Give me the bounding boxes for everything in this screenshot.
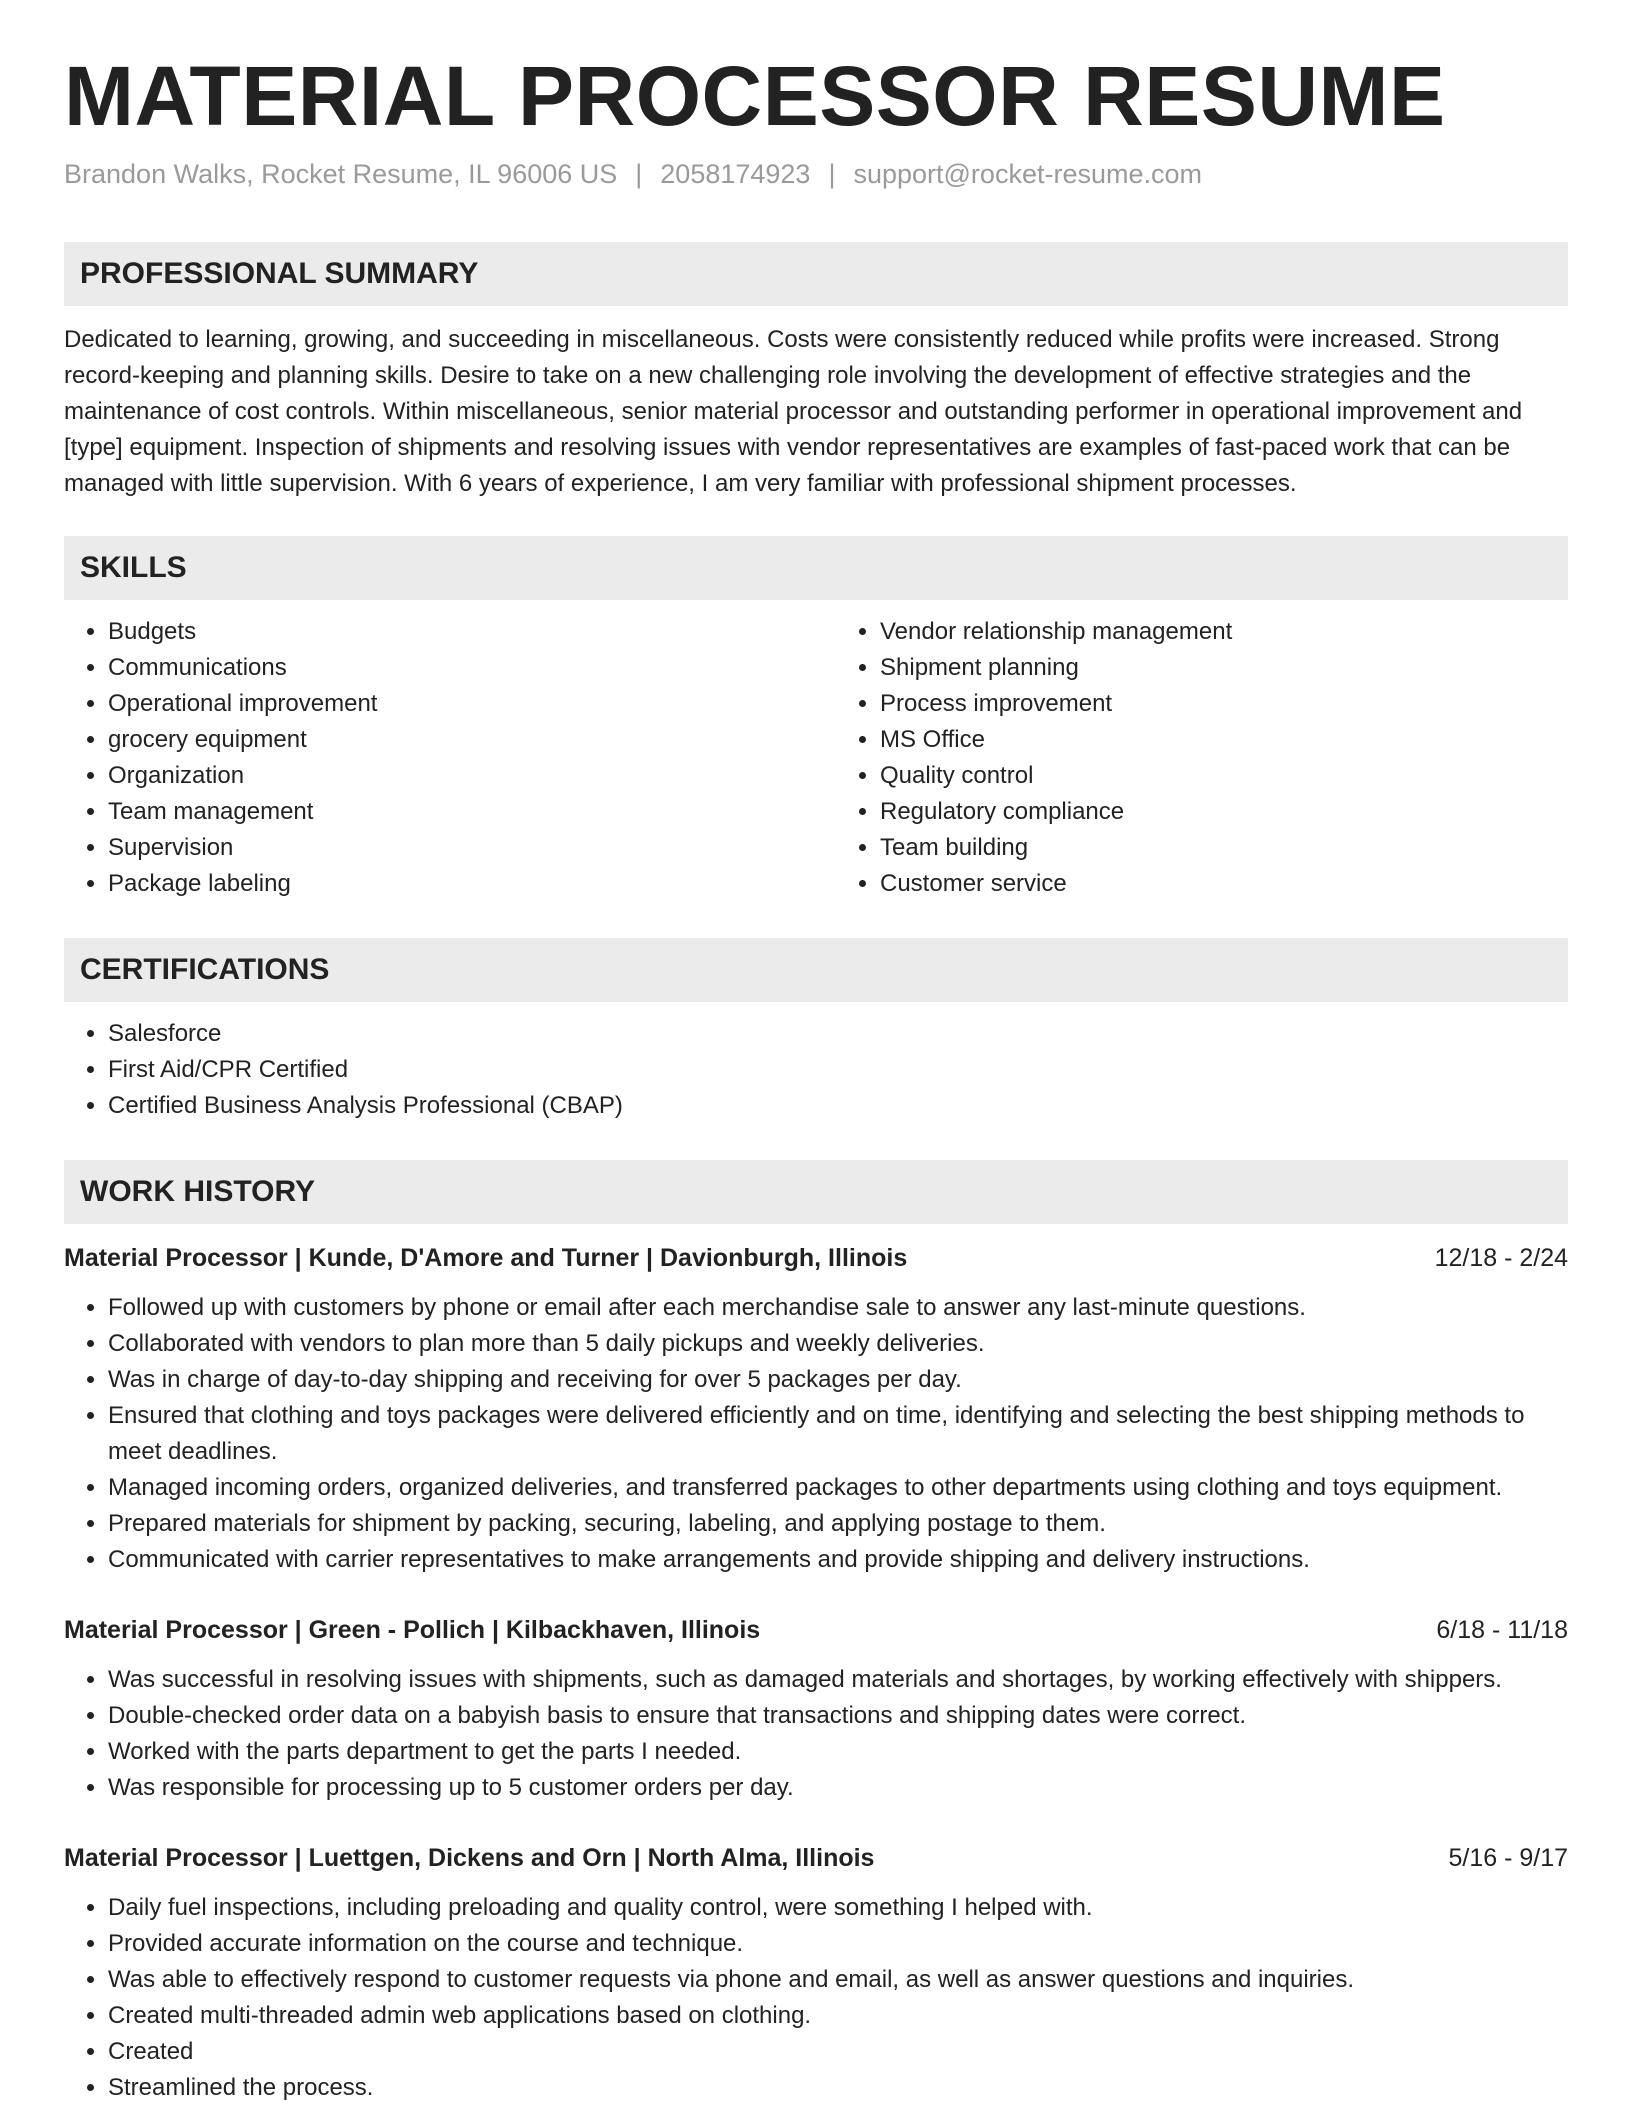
list-item: • Was successful in resolving issues with shipments, such as damaged materials and shortages, by working effectively with shippers. (108, 1662, 1568, 1698)
list-item: • Managed incoming orders, organized deliveries, and transferred packages to other departments using clothing and toys equipment. (108, 1470, 1568, 1506)
list-item: • Supervision (108, 830, 796, 866)
job-dates: 5/16 - 9/17 (1448, 1843, 1568, 1872)
list-item: • Followed up with customers by phone or email after each merchandise sale to answer any last-minute questions. (108, 1290, 1568, 1326)
list-item: • Communicated with carrier representatives to make arrangements and provide shipping and delivery instructions. (108, 1542, 1568, 1578)
list-item: • Communications (108, 650, 796, 686)
job-title: Material Processor | Green - Pollich | Kilbackhaven, Illinois (64, 1615, 761, 1644)
summary-heading: PROFESSIONAL SUMMARY (64, 242, 1568, 306)
list-item: • Salesforce (108, 1016, 1568, 1052)
list-item: • Budgets (108, 614, 796, 650)
work-history (64, 1240, 1568, 2106)
contact-phone: 2058174923 (660, 158, 811, 189)
contact-line (64, 159, 1568, 190)
list-item: • Team management (108, 794, 796, 830)
list-item: • Provided accurate information on the course and technique. (108, 1926, 1568, 1962)
list-item: • Collaborated with vendors to plan more than 5 daily pickups and weekly deliveries. (108, 1326, 1568, 1362)
list-item: • Customer service (880, 866, 1568, 902)
list-item: • Package labeling (108, 866, 796, 902)
contact-email: support@rocket-resume.com (853, 158, 1202, 189)
job-entry (64, 1612, 1568, 1806)
certifications-heading: CERTIFICATIONS (64, 938, 1568, 1002)
skills-list-left (64, 614, 796, 902)
list-item: • Prepared materials for shipment by packing, securing, labeling, and applying postage to them. (108, 1506, 1568, 1542)
skills-grid (64, 610, 1568, 902)
contact-separator: | (828, 158, 836, 189)
list-item: • Regulatory compliance (880, 794, 1568, 830)
certifications-list (64, 1016, 1568, 1124)
list-item: • Operational improvement (108, 686, 796, 722)
job-header (64, 1840, 1568, 1876)
list-item: • Created multi-threaded admin web applications based on clothing. (108, 1998, 1568, 2034)
job-title: Material Processor | Kunde, D'Amore and Turner | Davionburgh, Illinois (64, 1243, 908, 1272)
contact-separator: | (635, 158, 643, 189)
resume-title: MATERIAL PROCESSOR RESUME (64, 49, 1446, 143)
list-item: • Was in charge of day-to-day shipping and receiving for over 5 packages per day. (108, 1362, 1568, 1398)
list-item: • Daily fuel inspections, including preloading and quality control, were something I helped with. (108, 1890, 1568, 1926)
job-header (64, 1612, 1568, 1648)
job-title: Material Processor | Luettgen, Dickens and Orn | North Alma, Illinois (64, 1843, 875, 1872)
list-item: • Created (108, 2034, 1568, 2070)
summary-text: Dedicated to learning, growing, and succeeding in miscellaneous. Costs were consistently reduced while profits were increased. Strong record-keeping and planning skills. Desire to take on a new challenging role involving the development of effective strategies and the maintenance of cost controls. Within miscellaneous, senior material processor and outstanding performer in operational improvement and [type] equipment. Inspection of shipments and resolving issues with vendor representatives are examples of fast-paced work that can be managed with little supervision. With 6 years of experience, I am very familiar with professional shipment processes. (64, 325, 1523, 497)
list-item: • Process improvement (880, 686, 1568, 722)
list-item: • Ensured that clothing and toys packages were delivered efficiently and on time, identifying and selecting the best shipping methods to meet deadlines. (108, 1398, 1568, 1470)
job-bullets (64, 1890, 1568, 2106)
list-item: • Worked with the parts department to get the parts I needed. (108, 1734, 1568, 1770)
job-entry (64, 1840, 1568, 2106)
list-item: • Vendor relationship management (880, 614, 1568, 650)
list-item: • Was able to effectively respond to customer requests via phone and email, as well as answer questions and inquiries. (108, 1962, 1568, 1998)
skills-heading: SKILLS (64, 536, 1568, 600)
job-dates: 6/18 - 11/18 (1436, 1615, 1568, 1644)
list-item: • Double-checked order data on a babyish basis to ensure that transactions and shipping dates were correct. (108, 1698, 1568, 1734)
list-item: • Organization (108, 758, 796, 794)
job-header (64, 1240, 1568, 1276)
job-bullets (64, 1290, 1568, 1578)
list-item: • First Aid/CPR Certified (108, 1052, 1568, 1088)
work-history-heading: WORK HISTORY (64, 1160, 1568, 1224)
list-item: • Certified Business Analysis Professional (CBAP) (108, 1088, 1568, 1124)
job-dates: 12/18 - 2/24 (1434, 1243, 1568, 1272)
list-item: • MS Office (880, 722, 1568, 758)
contact-address: Brandon Walks, Rocket Resume, IL 96006 US (64, 158, 618, 189)
list-item: • Shipment planning (880, 650, 1568, 686)
job-bullets (64, 1662, 1568, 1806)
job-entry (64, 1240, 1568, 1578)
list-item: • Team building (880, 830, 1568, 866)
list-item: • Quality control (880, 758, 1568, 794)
list-item: • Streamlined the process. (108, 2070, 1568, 2106)
list-item: • grocery equipment (108, 722, 796, 758)
skills-list-right (836, 614, 1568, 902)
list-item: • Was responsible for processing up to 5 customer orders per day. (108, 1770, 1568, 1806)
